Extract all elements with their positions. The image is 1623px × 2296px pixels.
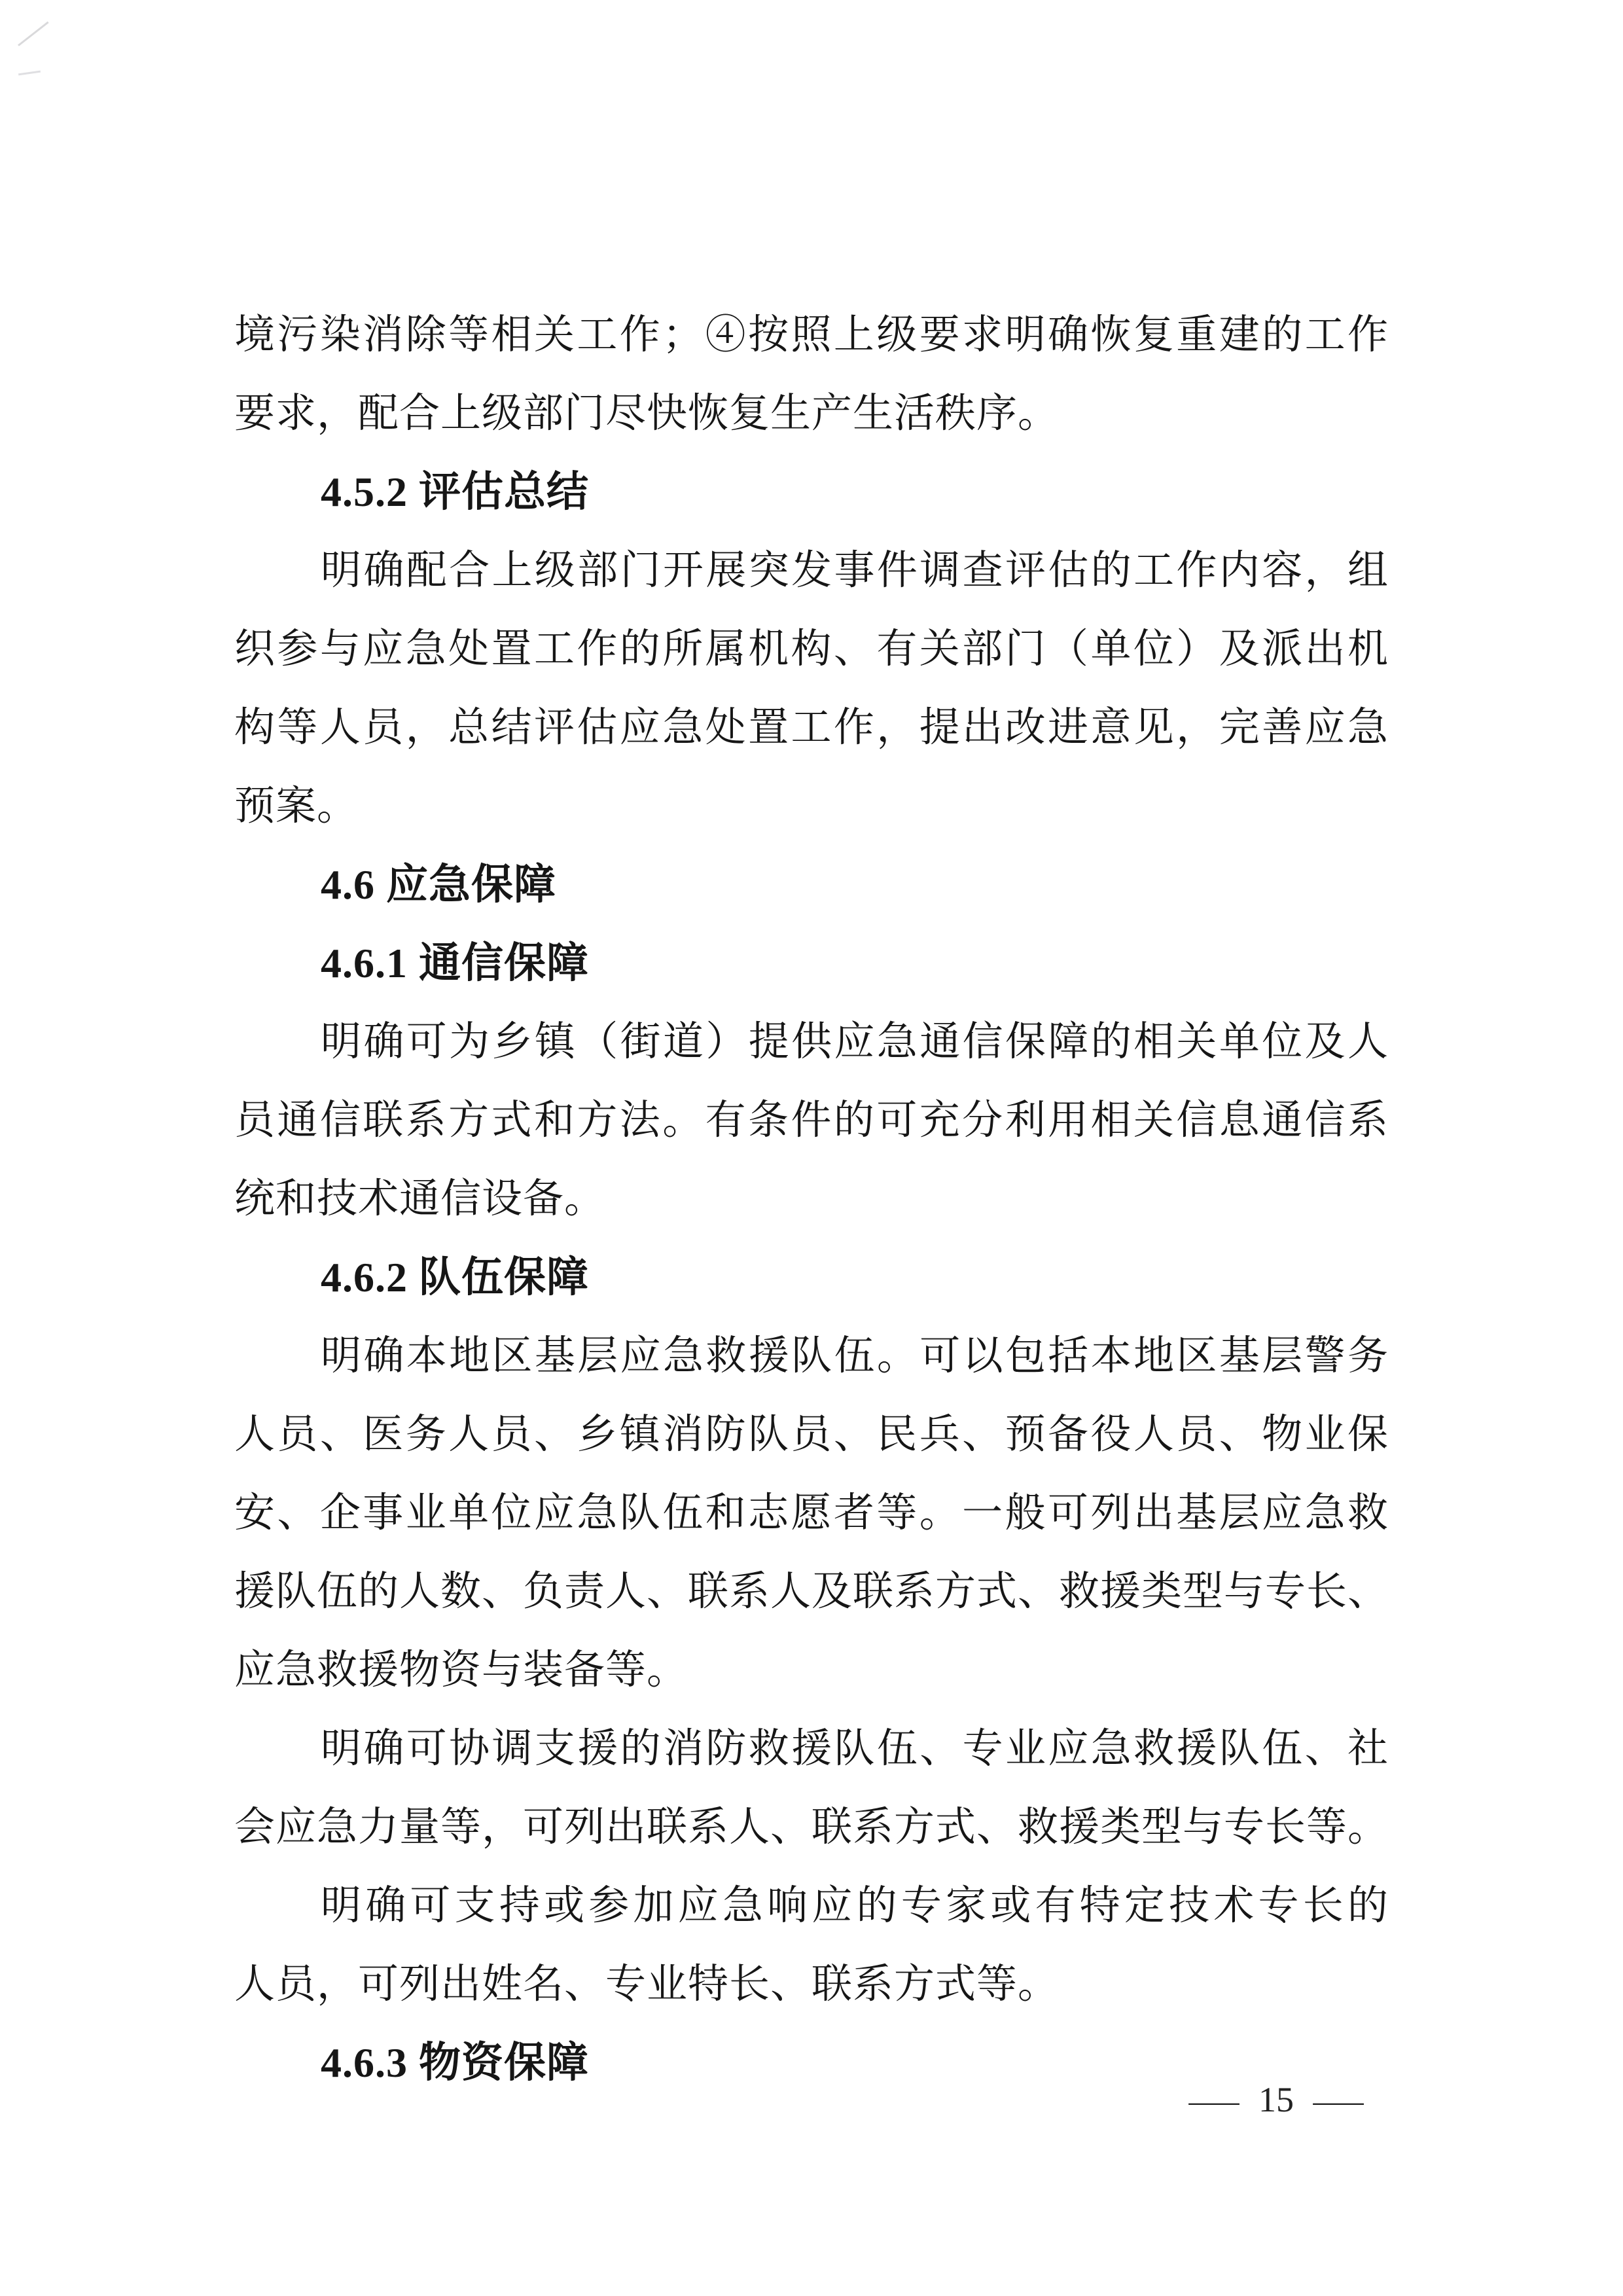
text-line: 明确可为乡镇（街道）提供应急通信保障的相关单位及人 [321,1020,1389,1064]
text-line: 统和技术通信设备。 [234,1177,606,1221]
text-line: 援队伍的人数、负责人、联系人及联系方式、救援类型与专长、 [234,1570,1389,1614]
section-heading-461: 4.6.1 通信保障 [321,940,589,986]
text-line: 人员，可列出姓名、专业特长、联系方式等。 [234,1962,1060,2007]
footer-dash-right: — [1313,2084,1364,2119]
text-line: 预案。 [234,784,359,829]
footer-dash-left: — [1188,2084,1240,2119]
text-line: 要求，配合上级部门尽快恢复生产生活秩序。 [234,391,1060,436]
text-line: 明确可支持或参加应急响应的专家或有特定技术专长的 [321,1884,1389,1928]
text-line: 境污染消除等相关工作；④按照上级要求明确恢复重建的工作 [234,313,1389,357]
text-line: 安、企事业单位应急队伍和志愿者等。一般可列出基层应急救 [234,1491,1389,1535]
text-line: 会应急力量等，可列出联系人、联系方式、救援类型与专长等。 [234,1805,1389,1850]
section-heading-46: 4.6 应急保障 [321,861,556,908]
page-footer [1178,2080,1374,2121]
scan-artifact-line [18,71,41,76]
text-line: 人员、医务人员、乡镇消防队员、民兵、预备役人员、物业保 [234,1412,1389,1457]
page-body [234,296,1389,2102]
section-heading-463: 4.6.3 物资保障 [321,2039,589,2086]
section-heading-462: 4.6.2 队伍保障 [321,1254,589,1300]
page-number: 15 [1258,2080,1294,2119]
section-heading-452: 4.5.2 评估总结 [321,469,589,515]
text-line: 构等人员，总结评估应急处置工作，提出改进意见，完善应急 [234,706,1389,750]
text-line: 明确配合上级部门开展突发事件调查评估的工作内容，组 [321,548,1389,593]
scan-artifact-diagonal [18,22,49,46]
text-line: 明确可协调支援的消防救援队伍、专业应急救援队伍、社 [321,1727,1389,1771]
text-line: 员通信联系方式和方法。有条件的可充分利用相关信息通信系 [234,1098,1389,1143]
text-line: 应急救援物资与装备等。 [234,1648,688,1693]
text-line: 明确本地区基层应急救援队伍。可以包括本地区基层警务 [321,1334,1389,1378]
text-line: 织参与应急处置工作的所属机构、有关部门（单位）及派出机 [234,627,1389,672]
